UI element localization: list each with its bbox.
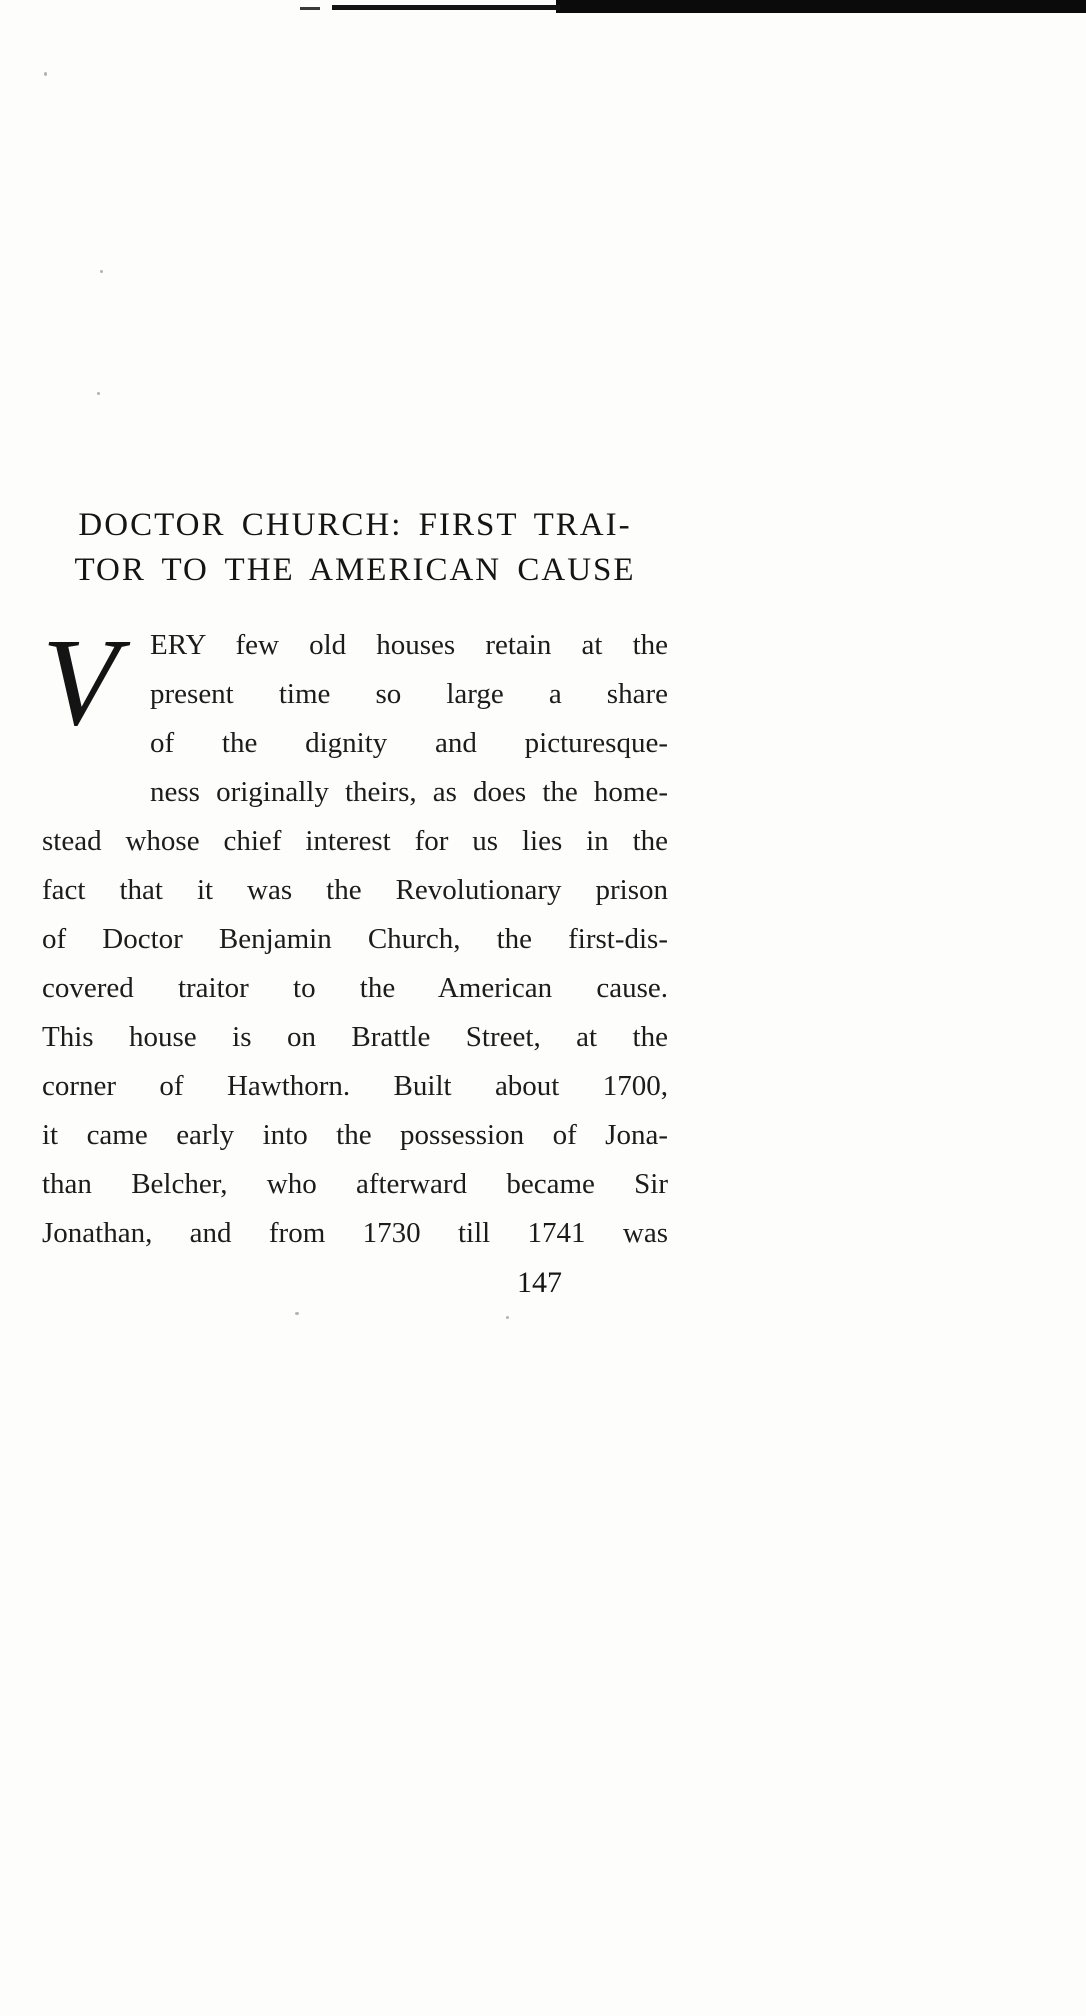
- chapter-title-line-1: DOCTOR CHURCH: FIRST TRAI-: [78, 507, 632, 543]
- scan-artifact-top-dash: [300, 7, 320, 10]
- body-text-line: of the dignity and picturesque-: [150, 727, 668, 759]
- body-text-line: This house is on Brattle Street, at the: [42, 1021, 668, 1053]
- text-column: [42, 503, 668, 1307]
- body-text-line: present time so large a share: [150, 678, 668, 710]
- page-number: 147: [517, 1266, 562, 1299]
- scan-artifact-top-bar-thick: [556, 0, 1086, 13]
- body-text-line: of Doctor Benjamin Church, the first-dis-: [42, 923, 668, 955]
- body-paragraph: [42, 614, 668, 1258]
- scan-speck: [295, 1312, 299, 1315]
- scan-speck: [506, 1316, 509, 1319]
- scan-speck: [44, 72, 47, 76]
- body-text-line: stead whose chief interest for us lies in the: [42, 825, 668, 857]
- scan-artifact-top-bar-thin: [332, 5, 560, 10]
- scan-speck: [97, 392, 100, 395]
- chapter-title: [42, 503, 668, 593]
- body-text-line: corner of Hawthorn. Built about 1700,: [42, 1070, 668, 1102]
- drop-cap: V: [42, 614, 119, 752]
- body-text-line: covered traitor to the American cause.: [42, 972, 668, 1004]
- chapter-title-line-2: TOR TO THE AMERICAN CAUSE: [74, 552, 636, 588]
- body-text-line: it came early into the possession of Jona-: [42, 1119, 668, 1151]
- body-text-line: than Belcher, who afterward became Sir: [42, 1168, 668, 1200]
- body-text-line: Jonathan, and from 1730 till 1741 was: [42, 1217, 668, 1249]
- body-text-line: ness originally theirs, as does the home-: [150, 776, 668, 808]
- scan-speck: [100, 270, 103, 273]
- body-text-line: fact that it was the Revolutionary prison: [42, 874, 668, 906]
- body-text-line: ERY few old houses retain at the: [150, 629, 668, 661]
